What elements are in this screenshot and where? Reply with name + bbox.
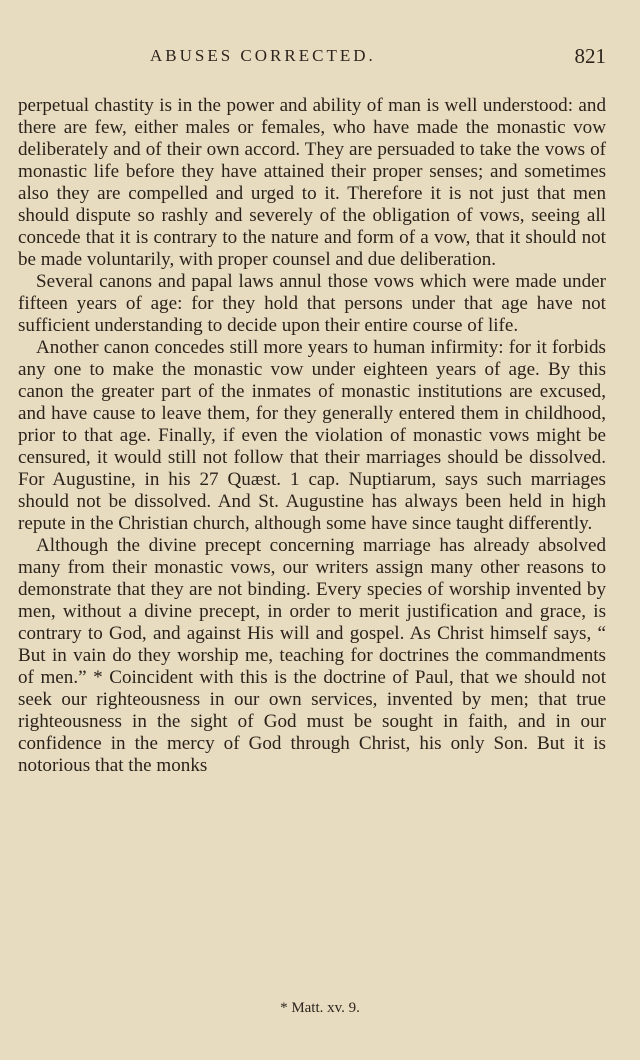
page-number: 821 xyxy=(574,44,606,68)
paragraph-canons-fifteen: Several canons and papal laws annul those vows which were made under fifteen years of age: for they hold that persons under that age have not sufficient understanding to decide upon their entire course of life. xyxy=(18,271,606,336)
running-title: ABUSES CORRECTED. xyxy=(150,46,376,65)
paragraph-divine-precept: Although the divine precept concerning marriage has already absolved many from their monastic vows, our writers assign many other reasons to demonstrate that they are not binding. Every species of worship invented by men, without a divine precept, in order to merit justification and grace, is contrary to God, and against His will and gospel. As Christ himself says, “ But in vain do they worship me, teaching for doctrines the commandments of men.” * Coincident with this is the doctrine of Paul, that we should not seek our righteousness in our own services, invented by men; that true righteousness in the sight of God must be sought in faith, and in our confidence in the mercy of God through Christ, his only Son. But it is notorious that the monks xyxy=(18,535,606,776)
paragraph-canon-eighteen: Another canon concedes still more years to human infirmity: for it forbids any one to make the monastic vow under eighteen years of age. By this canon the greater part of the inmates of monastic institutions are excused, and have cause to leave them, for they generally entered them in childhood, prior to that age. Finally, if even the violation of monastic vows might be censured, it would still not follow that their marriages should be dissolved. For Augustine, in his 27 Quæst. 1 cap. Nuptiarum, says such marriages should not be dissolved. And St. Augustine has always been held in high repute in the Christian church, although some have since taught differently. xyxy=(18,337,606,534)
footnote: * Matt. xv. 9. xyxy=(280,1000,360,1016)
running-head xyxy=(150,44,608,74)
body-text xyxy=(18,95,606,777)
paragraph-continued: perpetual chastity is in the power and ability of man is well understood: and there are few, either males or females, who have made the monastic vow deliberately and of their own accord. They are persuaded to take the vows of monastic life before they have attained their proper senses; and sometimes also they are compelled and urged to it. Therefore it is not just that men should dispute so rashly and severely of the obligation of vows, seeing all concede that it is contrary to the nature and form of a vow, that it should not be made voluntarily, with proper counsel and due deliberation. xyxy=(18,95,606,270)
